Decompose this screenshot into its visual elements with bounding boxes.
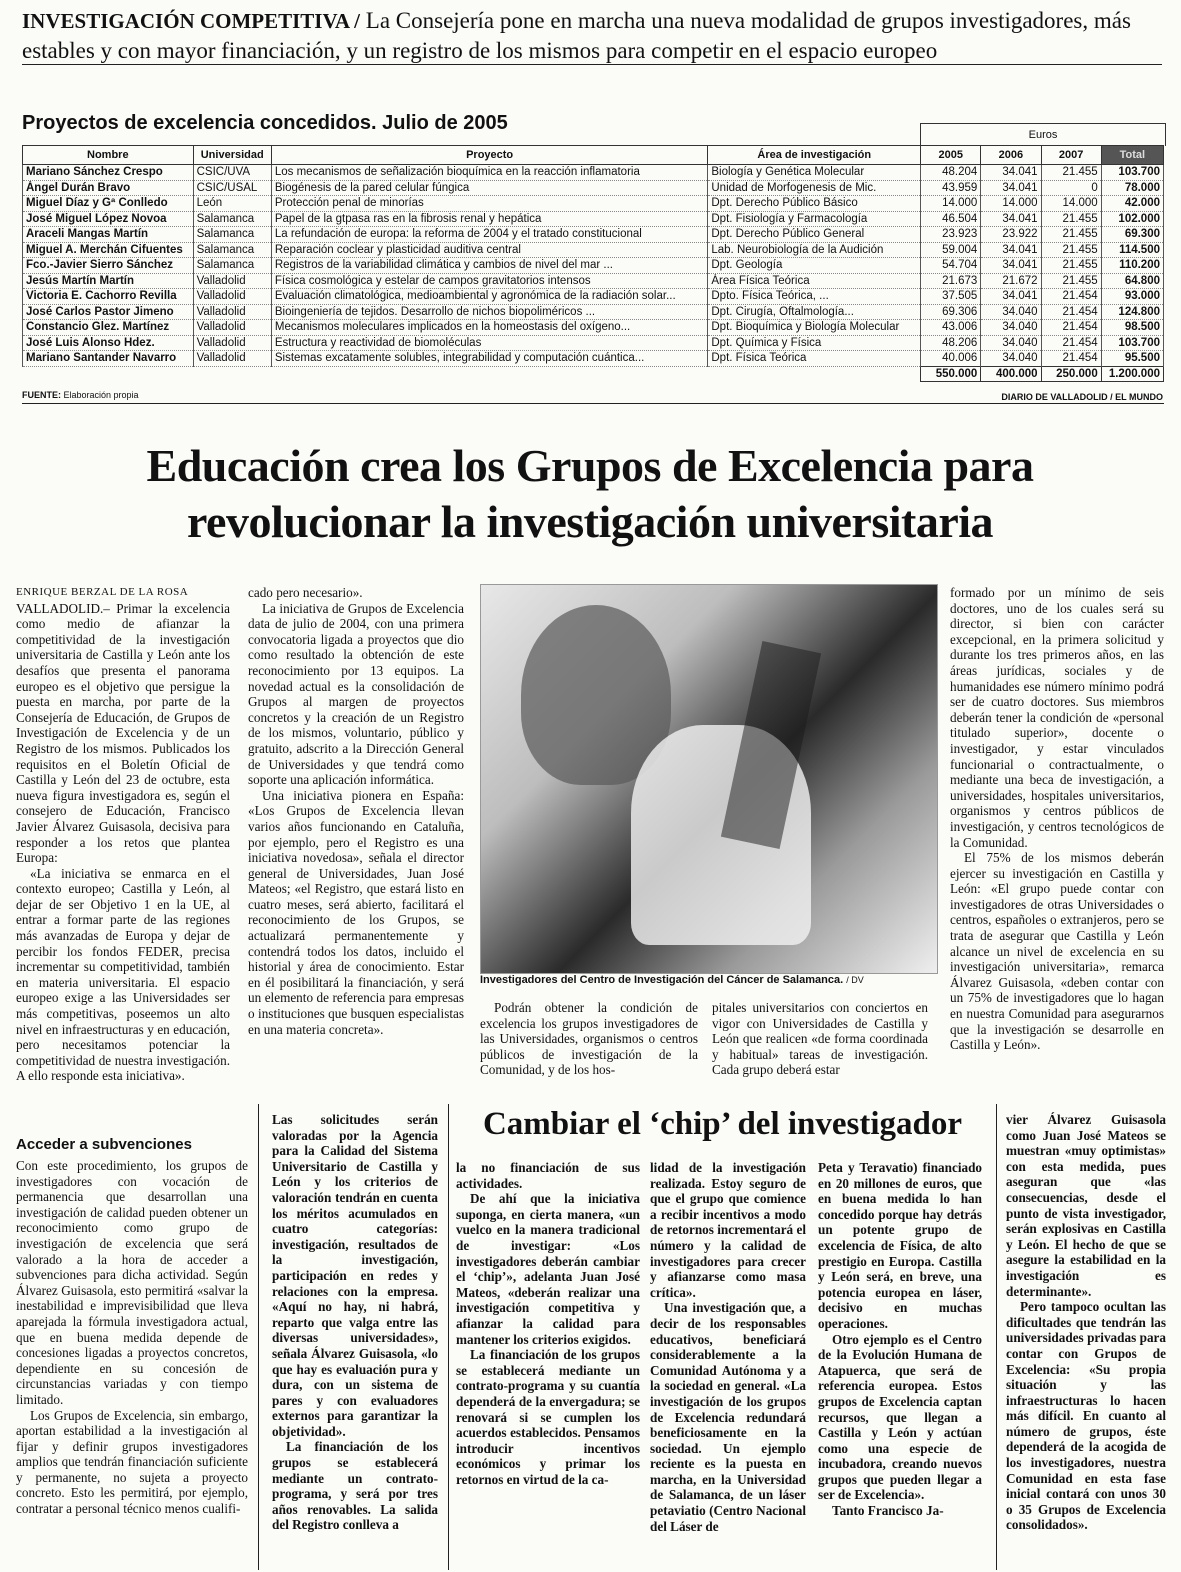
paragraph: La iniciativa de Grupos de Excelencia data de julio de 2004, con una primera convocatoria ligada a proyectos que dio como resultado la obtención de este reconocimiento por 13 equipos. La novedad actual es la consolidación de Grupos al margen de proyectos concretos y la creación de un Registro de los mismos, voluntario, público y gratuito, adscrito a la Dirección General de Universidades y que tendrá como soporte una aplicación informática. [248, 600, 464, 788]
table-cell: 23.922 [981, 227, 1041, 243]
table-row [23, 258, 1164, 274]
table-cell: Araceli Mangas Martín [23, 227, 194, 243]
table-cell: 64.800 [1101, 273, 1163, 289]
column-header: Universidad [193, 146, 271, 165]
box-inner-rule [448, 1104, 449, 1570]
subhead: Acceder a subvenciones [16, 1136, 192, 1153]
table-cell: Dpt. Fisiología y Farmacología [708, 211, 921, 227]
box-right-rule [996, 1104, 997, 1570]
table-cell: 93.000 [1101, 289, 1163, 305]
table-row [23, 165, 1164, 181]
byline: ENRIQUE BERZAL DE LA ROSA [16, 586, 189, 598]
paragraph: Podrán obtener la condición de excelencia los grupos investigadores de las Universidades, organismos o centros públicos de investigación de la Comunidad, y de los hos- [480, 1000, 698, 1078]
table-cell: Valladolid [193, 273, 271, 289]
table-cell: Dpt. Química y Física [708, 335, 921, 351]
table-cell: Protección penal de minorías [271, 196, 708, 212]
table-row [23, 320, 1164, 336]
table-cell: Área Física Teórica [708, 273, 921, 289]
table-cell: 21.454 [1041, 304, 1101, 320]
grants-table [22, 145, 1164, 382]
box-column-3 [818, 1160, 982, 1519]
column-header: 2007 [1041, 146, 1101, 165]
paragraph: formado por un mínimo de seis doctores, uno de los cuales será su director, si bien con carácter excepcional, en la primera solicitud y durante los tres primeros años, en las áreas jurídicas, sociales y de humanidades ese número mínimo podrá ser de cuatro doctores. Sus miembros deberán tener la condición de «personal titulado superior», docente o investigador, y estar vinculados funcionarial o contractualmente, o mediante una beca de investigación, a universidades, hospitales universitarios, organismos y centros públicos de investigación, y centros tecnológicos de la Comunidad. [950, 585, 1164, 850]
table-cell: 114.500 [1101, 242, 1163, 258]
table-cell: 34.041 [981, 242, 1041, 258]
table-cell: 14.000 [921, 196, 981, 212]
table-cell: 46.504 [921, 211, 981, 227]
kicker [22, 6, 1162, 65]
table-cell: Constancio Glez. Martínez [23, 320, 194, 336]
table-row [23, 304, 1164, 320]
table-cell: 54.704 [921, 258, 981, 274]
table-cell: 21.455 [1041, 211, 1101, 227]
table-cell: Salamanca [193, 242, 271, 258]
column-header: Área de investigación [708, 146, 921, 165]
table-row [23, 180, 1164, 196]
article-column-6 [272, 1112, 438, 1533]
table-source [22, 390, 139, 400]
table-cell: 23.923 [921, 227, 981, 243]
table-cell: 43.006 [921, 320, 981, 336]
table-cell: Dpt. Bioquímica y Biología Molecular [708, 320, 921, 336]
table-cell: 37.505 [921, 289, 981, 305]
table-cell: 69.306 [921, 304, 981, 320]
article-column-3b [712, 1000, 928, 1078]
paragraph: pitales universitarios con conciertos en vigor con Universidades de Castilla y León que realicen «de forma coordinada y habitual» tareas de investigación. Cada grupo deberá estar [712, 1000, 928, 1078]
table-cell: 43.959 [921, 180, 981, 196]
paragraph: El 75% de los mismos deberán ejercer su investigación en Castilla y León: «El grupo puede contar con investigadores de otras Universidades o centros, españoles o extranjeros, pero se trata de asegurar que Castilla y León alcance un nivel de excelencia en su investigación universitaria», remarca Álvarez Guisasola, «deben contar con un 75% de investigadores que lo hagan en nuestra Comunidad para asegurarnos que la investigación se desarrolle en Castilla y León». [950, 850, 1164, 1053]
table-cell: CSIC/USAL [193, 180, 271, 196]
table-bottom-rule [22, 403, 1164, 404]
table-cell: 124.800 [1101, 304, 1163, 320]
paragraph: La financiación de los grupos se establecerá mediante un contrato-programa, y será por tres años renovables. La salida del Registro conlleva a [272, 1439, 438, 1533]
table-cell: Unidad de Morfogenesis de Mic. [708, 180, 921, 196]
table-cell: 40.006 [921, 351, 981, 367]
table-cell: Valladolid [193, 335, 271, 351]
table-row [23, 242, 1164, 258]
headline: Educación crea los Grupos de Excelencia para revolucionar la investigación universitaria [146, 440, 1034, 547]
table-cell: Dpt. Cirugía, Oftalmología... [708, 304, 921, 320]
table-cell: Jesús Martín Martín [23, 273, 194, 289]
table-row [23, 273, 1164, 289]
table-cell: Salamanca [193, 258, 271, 274]
table-cell: 34.041 [981, 211, 1041, 227]
box-title: Cambiar el ‘chip’ del investigador [482, 1106, 963, 1142]
table-row [23, 289, 1164, 305]
table-cell: Miguel A. Merchán Cifuentes [23, 242, 194, 258]
table-cell: José Carlos Pastor Jimeno [23, 304, 194, 320]
table-cell: 21.455 [1041, 258, 1101, 274]
column-header: 2006 [981, 146, 1041, 165]
table-cell-empty [23, 366, 194, 382]
table-cell: Victoria E. Cachorro Revilla [23, 289, 194, 305]
box-column-4 [1006, 1112, 1166, 1533]
kicker-rule [22, 64, 1162, 65]
table-cell: Valladolid [193, 351, 271, 367]
table-cell: 21.455 [1041, 273, 1101, 289]
table-cell: 78.000 [1101, 180, 1163, 196]
photo-caption [480, 974, 936, 986]
paragraph: vier Álvarez Guisasola como Juan José Mateos se muestran «muy optimistas» con esta medida, pues aseguran que «las consecuencias, desde el punto de vista investigador, serán explosivas en Castilla y León. El hecho de que se asegure la estabilidad en la investigación es determinante». [1006, 1112, 1166, 1299]
paragraph: Tanto Francisco Ja- [832, 1503, 944, 1519]
table-cell: Fco.-Javier Sierro Sánchez [23, 258, 194, 274]
table-cell: 21.454 [1041, 335, 1101, 351]
table-cell: Biogénesis de la pared celular fúngica [271, 180, 708, 196]
table-cell: 34.040 [981, 304, 1041, 320]
box-column-2 [650, 1160, 806, 1534]
table-cell: 48.206 [921, 335, 981, 351]
total-cell: 550.000 [921, 366, 981, 382]
box-column-1 [456, 1160, 640, 1487]
paragraph: VALLADOLID.– Primar la excelencia como medio de afianzar la competitividad de la investigación universitaria de Castilla y León ante los desafíos que presenta el panorama europeo es el objetivo que persigue la puesta en marcha, por parte de la Consejería de Educación, de Grupos de Investigación de Excelencia y de un Registro de los mismos. Publicados los requisitos en el Boletín Oficial de Castilla y León del 23 de octubre, esta nueva figura investigadora es, según el consejero de Educación, Francisco Javier Álvarez Guisasola, decisiva para responder a los retos que plantea Europa: [16, 600, 230, 866]
table-title: Proyectos de excelencia concedidos. Julio de 2005 [22, 112, 508, 134]
table-cell: José Miguel López Novoa [23, 211, 194, 227]
table-row [23, 335, 1164, 351]
table-cell: Reparación coclear y plasticidad auditiva central [271, 242, 708, 258]
table-cell: Lab. Neurobiología de la Audición [708, 242, 921, 258]
table-row [23, 196, 1164, 212]
table-cell: 0 [1041, 180, 1101, 196]
column-header: Nombre [23, 146, 194, 165]
table-cell-empty [271, 366, 708, 382]
table-cell: 21.673 [921, 273, 981, 289]
table-cell: 21.672 [981, 273, 1041, 289]
table-cell: 21.454 [1041, 351, 1101, 367]
caption-text: Investigadores del Centro de Investigación del Cáncer de Salamanca. [480, 974, 844, 986]
table-cell: 110.200 [1101, 258, 1163, 274]
box-left-rule [258, 1104, 259, 1570]
table-cell: Sistemas excatamente solubles, integrabilidad y computación cuántica... [271, 351, 708, 367]
table-cell: 102.000 [1101, 211, 1163, 227]
article-column-4 [950, 585, 1164, 1053]
table-cell: 14.000 [1041, 196, 1101, 212]
table-cell: 34.040 [981, 351, 1041, 367]
table-cell: Registros de la variabilidad climática y cambios de nivel del mar ... [271, 258, 708, 274]
table-cell: 21.455 [1041, 165, 1101, 181]
article-column-1 [16, 585, 230, 1084]
table-cell: 69.300 [1101, 227, 1163, 243]
table-row [23, 351, 1164, 367]
table-cell-empty [193, 366, 271, 382]
table-cell: Los mecanismos de señalización bioquímica en la reacción inflamatoria [271, 165, 708, 181]
source-text: Elaboración propia [63, 390, 139, 400]
kicker-label: INVESTIGACIÓN COMPETITIVA / [22, 9, 361, 33]
table-cell: Papel de la gtpasa ras en la fibrosis renal y hepática [271, 211, 708, 227]
table-totals-row [23, 366, 1164, 382]
table-cell: Bioingeniería de tejidos. Desarrollo de nichos biopoliméricos ... [271, 304, 708, 320]
table-cell: 21.454 [1041, 320, 1101, 336]
paragraph: Con este procedimiento, los grupos de investigadores con vocación de permanencia que desarrollan una investigación de calidad pueden obtener un reconocimiento como grupo de investigación de excelencia que será valorado a la hora de acceder a subvenciones para dicha actividad. Según Álvarez Guisasola, esto permitirá «salvar la inestabilidad e imprevisibilidad que lleva aparejada la fórmula investigadora actual, que en buena medida depende de concesiones ligadas a proyectos concretos, dependiente en su concesión de circunstancias variadas y con tiempo limitado. [16, 1158, 248, 1407]
table-cell: Estructura y reactividad de biomoléculas [271, 335, 708, 351]
table-cell: Valladolid [193, 320, 271, 336]
paragraph: lidad de la investigación realizada. Estoy seguro de que el grupo que comience a recibir incentivos a modo de retornos incrementará el número y la calidad de investigadores para crecer y afianzarse como masa crítica». [650, 1160, 806, 1300]
table-cell: 98.500 [1101, 320, 1163, 336]
total-cell: 1.200.000 [1101, 366, 1163, 382]
table-cell: 34.041 [981, 180, 1041, 196]
paragraph: De ahí que la iniciativa suponga, en cierta manera, «un vuelco en la manera tradicional de investigar: «Los investigadores deberán cambiar el ‘chip’», adelanta Juan José Mateos, «deberán realizar una investigación competitiva y afianzar la calidad para mantener los criterios exigidos. [456, 1191, 640, 1347]
paragraph: Una iniciativa pionera en España: «Los Grupos de Excelencia llevan varios años funcionando en Cataluña, por ejemplo, pero el Registro es una iniciativa novedosa», señala el director general de Universidades, Juan José Mateos; «el Registro, que estará listo en cuatro meses, será abierto, facilitará el reconocimiento de los Grupos, se actualizará permanentemente y contendrá todos los datos, incluido el historial y área de conocimiento. Estar en él posibilitará la financiación, y será un elemento de referencia para empresas o instituciones que busquen especialistas en una materia concreta». [248, 787, 464, 1037]
table-cell: Valladolid [193, 289, 271, 305]
source-label: FUENTE: [22, 390, 61, 400]
table-cell: Dpto. Física Teórica, ... [708, 289, 921, 305]
column-header: Total [1101, 146, 1163, 165]
table-cell: Dpt. Derecho Público Básico [708, 196, 921, 212]
table-cell: 21.455 [1041, 242, 1101, 258]
table-body [23, 165, 1164, 382]
table-cell: 21.455 [1041, 227, 1101, 243]
table-cell: Salamanca [193, 227, 271, 243]
lab-photo [480, 584, 938, 974]
table-cell: 34.041 [981, 165, 1041, 181]
table-cell-empty [708, 366, 921, 382]
table-cell: Dpt. Geología [708, 258, 921, 274]
table-cell: CSIC/UVA [193, 165, 271, 181]
table-cell: Mariano Sánchez Crespo [23, 165, 194, 181]
paragraph: «La iniciativa se enmarca en el contexto europeo; Castilla y León, al dejar de ser Objetivo 1 en la UE, al entrar a formar parte de las regiones más avanzadas de Europa y dejar de percibir los fondos FEDER, precisa incrementar su competitividad, también en materia universitaria. El espacio europeo exige a las Universidades ser más competitivas, poseemos un alto nivel en infraestructuras y en educación, pero necesitamos potenciar la competitividad de nuestra investigación. A ello responde esta iniciativa». [16, 865, 230, 1084]
table-cell: José Luis Alonso Hdez. [23, 335, 194, 351]
table-cell: Física cosmológica y estelar de campos gravitatorios intensos [271, 273, 708, 289]
paragraph: Los Grupos de Excelencia, sin embargo, aportan estabilidad a la investigación al fijar y definir grupos investigadores amplios que tendrán financiación suficiente y permanente, no sujeta a proyecto concreto. Esto les permitirá, por ejemplo, contratar a personal técnico menos cualifi- [16, 1407, 248, 1517]
paragraph: Las solicitudes serán valoradas por la Agencia para la Calidad del Sistema Universitario de Castilla y León y los criterios de valoración tendrán en cuenta los méritos acumulados en cuatro categorías: investigación, resultados de la investigación, participación en redes y relaciones con la empresa. «Aquí no hay, ni habrá, reparto que valga entre las diversas universidades», señala Álvarez Guisasola, «lo que hay es evaluación pura y dura, con un sistema de pares y con evaluadores externos para garantizar la objetividad». [272, 1112, 438, 1439]
table-cell: Mecanismos moleculares implicados en la homeostasis del oxígeno... [271, 320, 708, 336]
table-cell: Ángel Durán Bravo [23, 180, 194, 196]
caption-credit: / DV [846, 975, 864, 985]
table-cell: 95.500 [1101, 351, 1163, 367]
table-row [23, 211, 1164, 227]
paragraph: Otro ejemplo es el Centro de la Evolución Humana de Atapuerca, que será de referencia europea. Estos grupos de Excelencia captan recursos, que llegan a Castilla y León y actúan como una especie de incubadora, creando nuevos grupos que pueden llegar a ser de Excelencia». [818, 1331, 982, 1503]
paragraph: Pero tampoco ocultan las dificultades que tendrán las universidades privadas para contar con Grupos de Excelencia: «Su propia situación y las infraestructuras lo hacen más difícil. En cuanto al número de grupos, éste dependerá de la acogida de los investigadores, nuestra Comunidad en esta fase inicial contará con unos 30 o 35 Grupos de Excelencia consolidados». [1006, 1299, 1166, 1533]
euros-header: Euros [920, 123, 1166, 146]
article-column-2 [248, 585, 464, 1037]
table-cell: 34.041 [981, 258, 1041, 274]
table-cell: León [193, 196, 271, 212]
table-cell: Dpt. Derecho Público General [708, 227, 921, 243]
column-header: 2005 [921, 146, 981, 165]
table-cell: La refundación de europa: la reforma de 2004 y el tratado constitucional [271, 227, 708, 243]
article-column-3a [480, 1000, 698, 1078]
article-column-5 [16, 1158, 248, 1517]
paragraph: Una investigación que, a decir de los responsables educativos, beneficiará considerablemente a la Comunidad Autónoma y a la sociedad en general. «La investigación de los grupos de Excelencia redundará beneficiosamente en la sociedad. Un ejemplo reciente es la puesta en marcha, en la Universidad de Salamanca, de un láser petaviatio (Centro Nacional del Láser de [650, 1300, 806, 1534]
table-cell: 21.454 [1041, 289, 1101, 305]
table-cell: 34.040 [981, 335, 1041, 351]
table-row [23, 227, 1164, 243]
table-cell: Valladolid [193, 304, 271, 320]
table-cell: 103.700 [1101, 165, 1163, 181]
table-cell: Biología y Genética Molecular [708, 165, 921, 181]
total-cell: 400.000 [981, 366, 1041, 382]
kicker-text: La Consejería pone en marcha una nueva modalidad de grupos investigadores, más estables y con mayor financiación, y un registro de los mismos para competir en el espacio europeo [22, 8, 1131, 63]
table-cell: Evaluación climatológica, medioambiental y agronómica de la radiación solar... [271, 289, 708, 305]
table-cell: 103.700 [1101, 335, 1163, 351]
paragraph: cado pero necesario». [248, 585, 363, 600]
table-cell: 34.040 [981, 320, 1041, 336]
table-cell: 59.004 [921, 242, 981, 258]
table-cell: 48.204 [921, 165, 981, 181]
total-cell: 250.000 [1041, 366, 1101, 382]
table-cell: Miguel Díaz y Gª Conlledo [23, 196, 194, 212]
table-cell: Salamanca [193, 211, 271, 227]
paragraph: la no financiación de sus actividades. [456, 1160, 640, 1191]
table-cell: 14.000 [981, 196, 1041, 212]
table-cell: Dpt. Física Teórica [708, 351, 921, 367]
column-header: Proyecto [271, 146, 708, 165]
paragraph: Peta y Teravatio) financiado en 20 millones de euros, que en buena medida lo han concedido porque hay detrás un potente grupo de excelencia de Física, de alto prestigio en Europa. Castilla y León será, en breve, una potencia europea en láser, decisivo en muchas operaciones. [818, 1160, 982, 1331]
table-credit: DIARIO DE VALLADOLID / EL MUNDO [1001, 392, 1163, 402]
table-cell: 34.041 [981, 289, 1041, 305]
table-cell: 42.000 [1101, 196, 1163, 212]
table-header-row [23, 146, 1164, 165]
paragraph: La financiación de los grupos se establecerá mediante un contrato-programa y su cuantía dependerá de la envergadura; se renovará si se cumplen los acuerdos establecidos. Pensamos introducir incentivos económicos y primar los retornos en virtud de la ca- [456, 1347, 640, 1487]
table-cell: Mariano Santander Navarro [23, 351, 194, 367]
